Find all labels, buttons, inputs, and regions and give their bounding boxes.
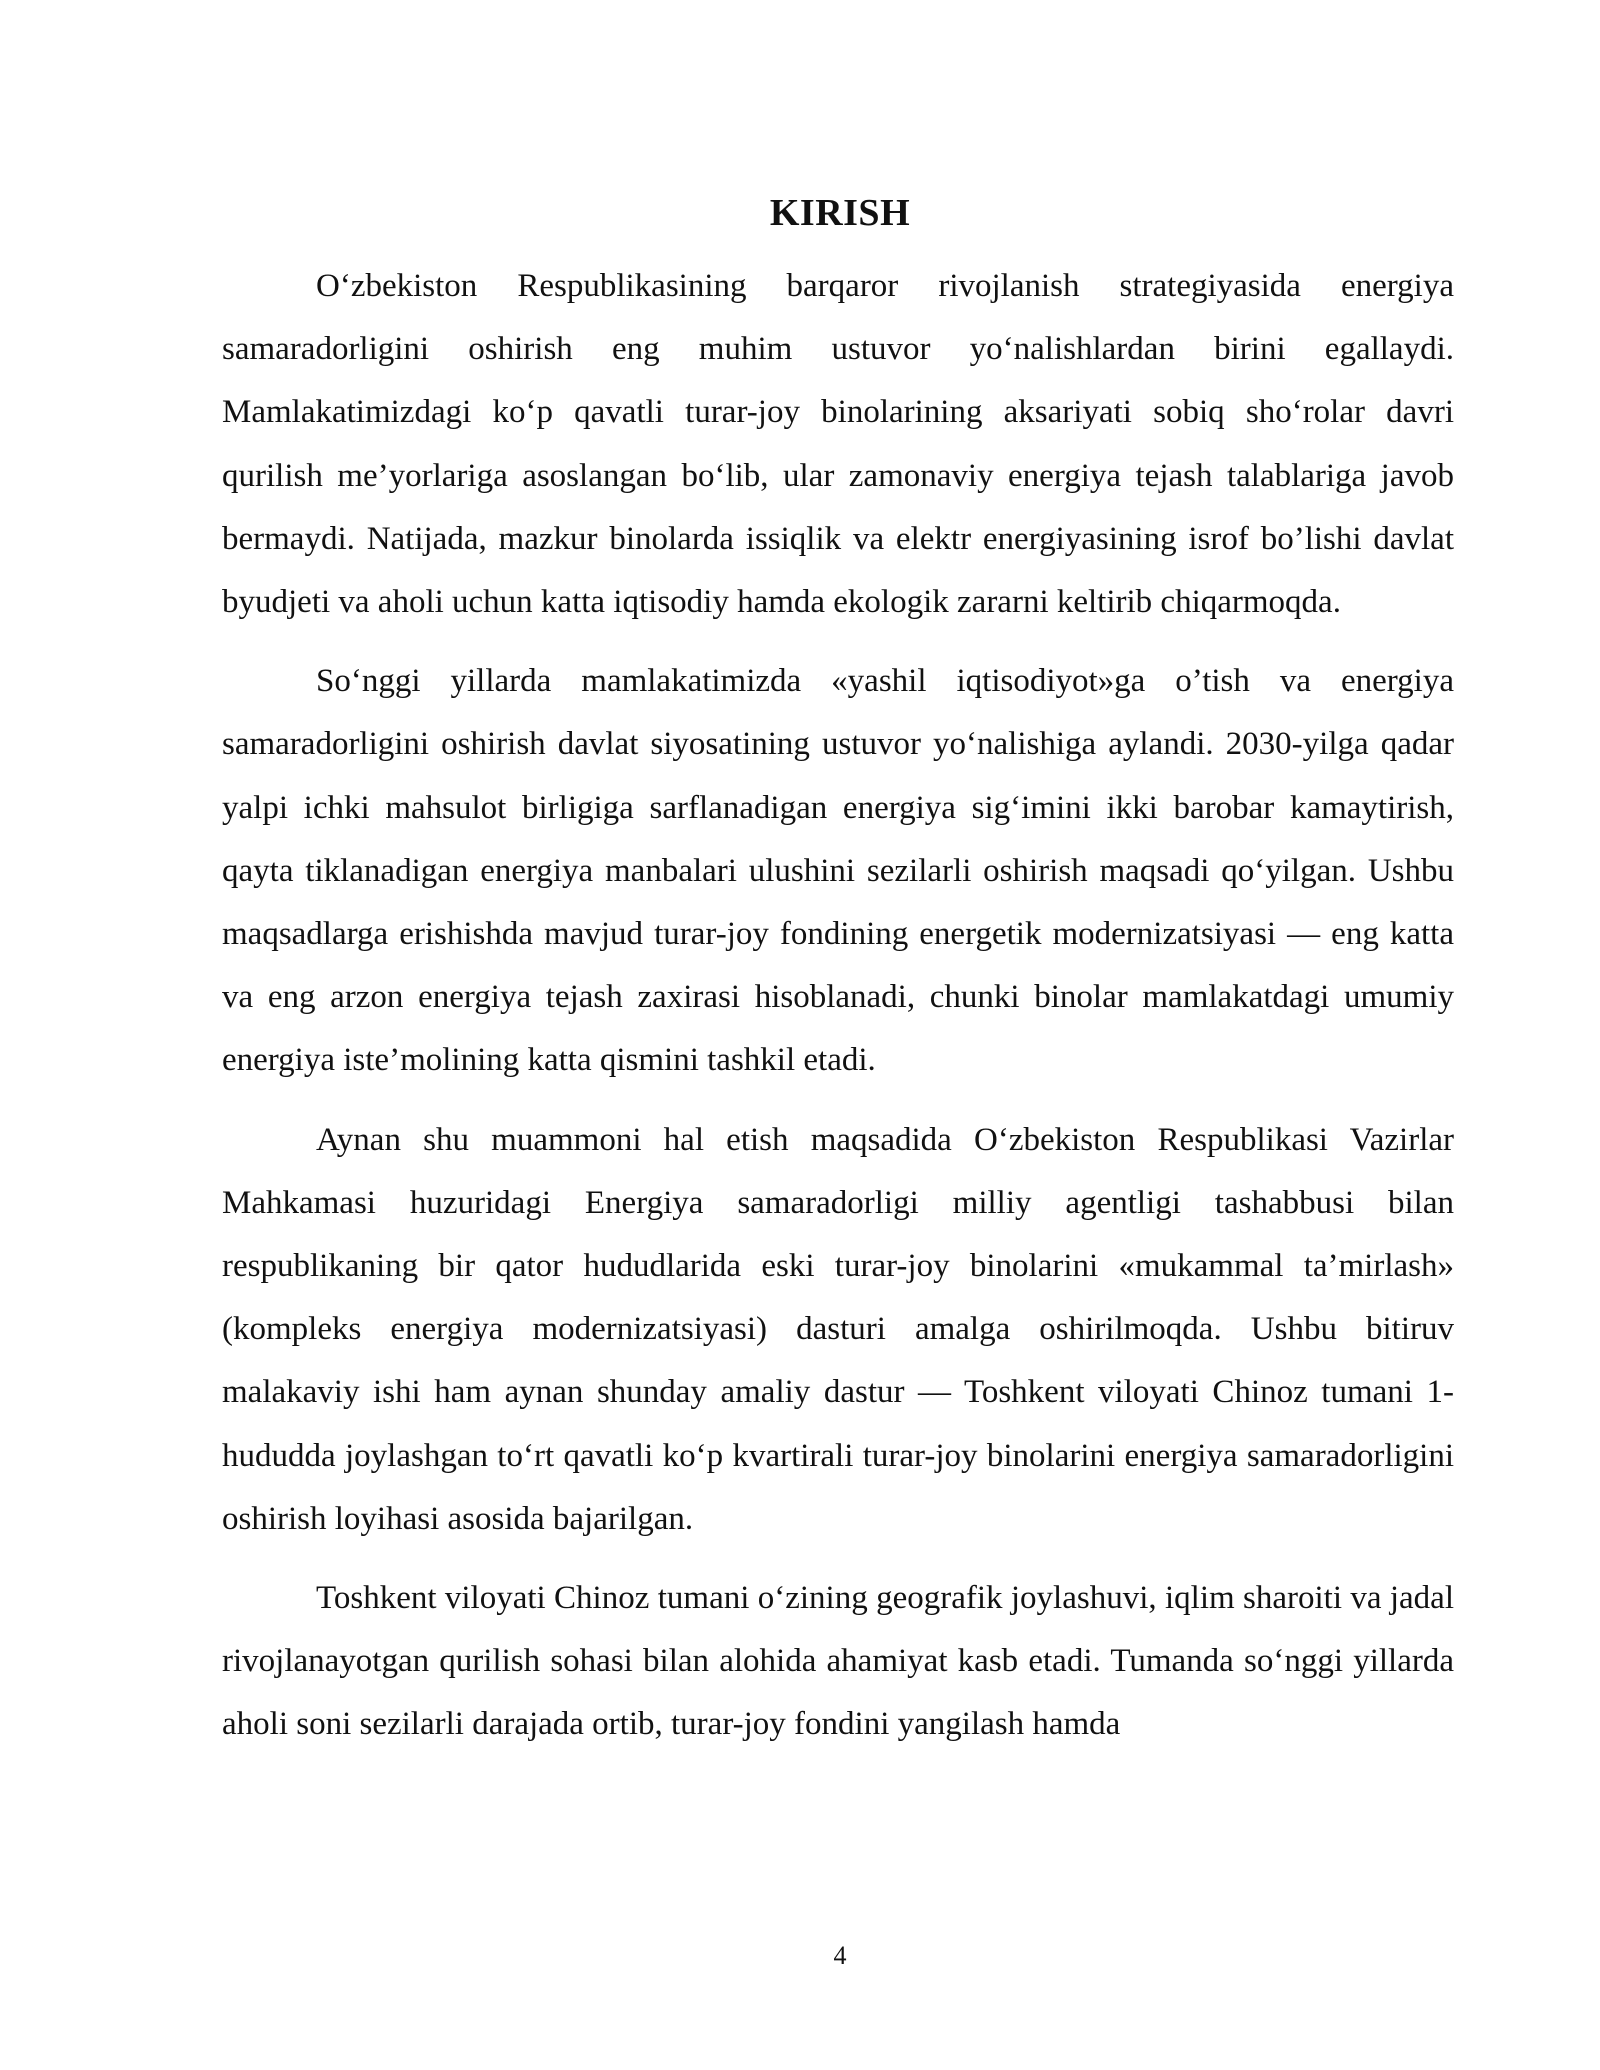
body-text [222,255,1454,1773]
paragraph: O‘zbekiston Respublikasining barqaror rivojlanish strategiyasida energiya samaradorligini oshirish eng muhim ustuvor yo‘nalishlardan birini egallaydi. Mamlakatimizdagi ko‘p qavatli turar-joy binolarining aksariyati sobiq sho‘rolar davri qurilish me’yorlariga asoslangan bo‘lib, ular zamonaviy energiya tejash talablariga javob bermaydi. Natijada, mazkur binolarda issiqlik va elektr energiyasining isrof bo’lishi davlat byudjeti va aholi uchun katta iqtisodiy hamda ekologik zararni keltirib chiqarmoqda. [222,268,1454,621]
page-number: 4 [833,1941,847,1970]
paragraph: So‘nggi yillarda mamlakatimizda «yashil iqtisodiyot»ga o’tish va energiya samaradorligini oshirish davlat siyosatining ustuvor yo‘nalishiga aylandi. 2030-yilga qadar yalpi ichki mahsulot birligiga sarflanadigan energiya sig‘imini ikki barobar kamaytirish, qayta tiklanadigan energiya manbalari ulushini sezilarli oshirish maqsadi qo‘yilgan. Ushbu maqsadlarga erishishda mavjud turar-joy fondining energetik modernizatsiyasi — eng katta va eng arzon energiya tejash zaxirasi hisoblanadi, chunki binolar mamlakatdagi umumiy energiya iste’molining katta qismini tashkil etadi. [222,663,1454,1079]
paragraph: Toshkent viloyati Chinoz tumani o‘zining geografik joylashuvi, iqlim sharoiti va jadal rivojlanayotgan qurilish sohasi bilan alohida ahamiyat kasb etadi. Tumanda so‘nggi yillarda aholi soni sezilarli darajada ortib, turar-joy fondini yangilash hamda [222,1580,1454,1743]
paragraph: Aynan shu muammoni hal etish maqsadida O‘zbekiston Respublikasi Vazirlar Mahkamasi huzuridagi Energiya samaradorligi milliy agentligi tashabbusi bilan respublikaning bir qator hududlarida eski turar-joy binolarini «mukammal ta’mirlash» (kompleks energiya modernizatsiyasi) dasturi amalga oshirilmoqda. Ushbu bitiruv malakaviy ishi ham aynan shunday amaliy dastur — Toshkent viloyati Chinoz tumani 1-hududda joylashgan to‘rt qavatli ko‘p kvartirali turar-joy binolarini energiya samaradorligini oshirish loyihasi asosida bajarilgan. [222,1121,1454,1537]
section-title: KIRISH [769,192,911,234]
